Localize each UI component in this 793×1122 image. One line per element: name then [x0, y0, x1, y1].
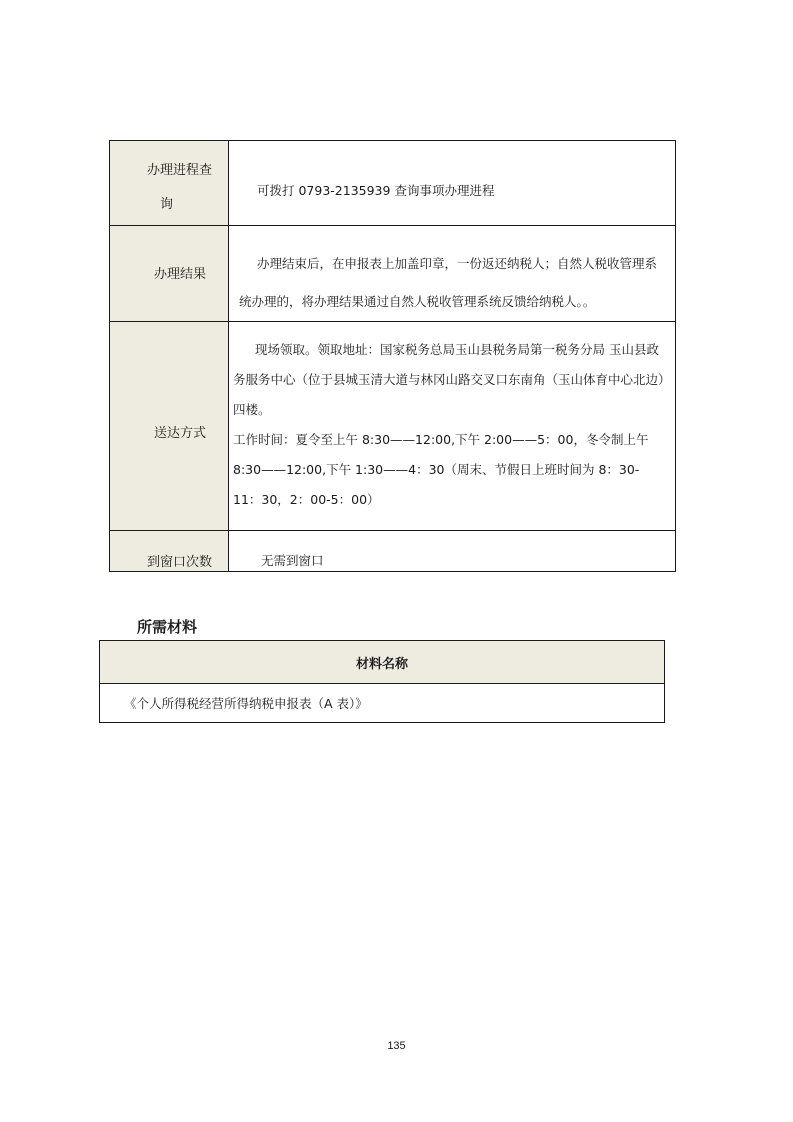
label-cell-window-visits — [110, 531, 229, 572]
materials-header: 材料名称 — [100, 641, 665, 684]
label-progress-query-line1: 办理进程查 — [147, 163, 213, 178]
window-visits-text: 无需到窗口 — [261, 553, 324, 568]
table-row — [100, 684, 665, 723]
label-progress-query-line2: 询 — [160, 197, 174, 212]
value-cell-delivery — [229, 322, 676, 531]
label-window-visits: 到窗口次数 — [147, 555, 213, 570]
value-cell-progress-query — [229, 141, 676, 226]
label-cell-delivery — [110, 322, 229, 531]
page-number: 135 — [387, 1040, 406, 1052]
label-delivery: 送达方式 — [154, 426, 207, 441]
table-row — [110, 322, 676, 531]
result-text: 办理结束后，在申报表上加盖印章，一份返还纳税人；自然人税收管理系统办理的，将办理结果通过自然人税收管理系统反馈给纳税人。。 — [239, 256, 658, 309]
table-row — [110, 226, 676, 322]
materials-section-title: 所需材料 — [137, 618, 198, 636]
value-cell-window-visits — [229, 531, 676, 572]
progress-query-text: 可拨打 0793-2135939 查询事项办理进程 — [257, 183, 495, 198]
label-result: 办理结果 — [154, 267, 207, 282]
materials-header-row — [100, 641, 665, 684]
label-cell-progress-query — [110, 141, 229, 226]
table-row — [110, 531, 676, 572]
value-cell-result — [229, 226, 676, 322]
materials-table — [99, 640, 665, 723]
label-cell-result — [110, 226, 229, 322]
delivery-hours-text: 工作时间：夏令至上午 8:30——12:00,下午 2:00——5：00，冬令制上午 8:30——12:00,下午 1:30——4：30（周末、节假日上班时间为 8：30-11：30，2：00-5：00） — [233, 432, 649, 507]
service-info-table — [109, 140, 676, 572]
material-item: 《个人所得税经营所得纳税申报表（A 表）》 — [100, 684, 665, 723]
delivery-address-text: 现场领取。领取地址：国家税务总局玉山县税务局第一税务分局 玉山县政务服务中心（位于县城玉清大道与林冈山路交叉口东南角（玉山体育中心北边）四楼。 — [233, 342, 665, 417]
table-row — [110, 141, 676, 226]
